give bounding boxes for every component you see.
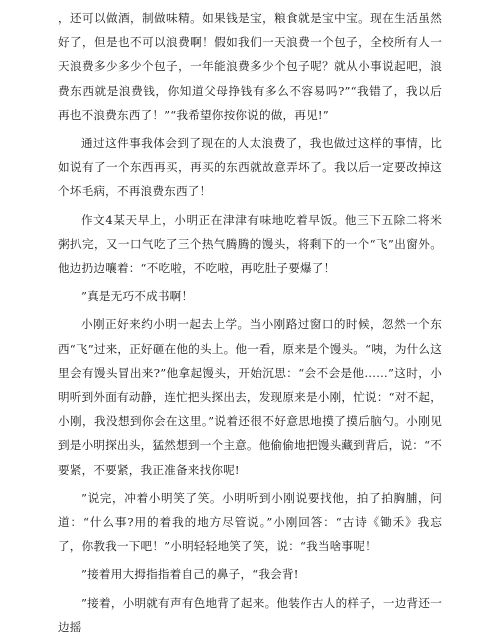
paragraph-6: ”说完，冲着小明笑了笑。小明听到小刚说要找他，拍了拍胸脯，问道：“什么事?用的着我的地方尽管说。”小刚回答：“古诗《锄禾》我忘了，你教我一下吧！”小明轻轻地笑了笑，说：“我当啥事呢！ bbox=[58, 490, 442, 554]
paragraph-1: ，还可以做酒，制做味精。如果钱是宝，粮食就是宝中宝。现在生活虽然好了，但是也不可以浪费啊！假如我们一天浪费一个包子，全校所有人一天浪费多少多少个包子，一年能浪费多少个包子呢？就从小事说起吧，浪费东西就是浪费钱，你知道父母挣钱有多么不容易吗?”“我错了，我以后再也不浪费东西了！”“我希望你按你说的做，再见!” bbox=[58, 11, 442, 122]
paragraph-8: ”接着，小明就有声有色地背了起来。他装作古人的样子，一边背还一边摇 bbox=[58, 595, 442, 634]
paragraph-5: 小刚正好来约小明一起去上学。当小刚路过窗口的时候，忽然一个东西“飞”过来，正好砸在他的头上。他一看，原来是个馒头。“咦，为什么这里会有馒头冒出来?”他拿起馒头，开始沉思：“会不会是他……”这时，小明听到外面有动静，连忙把头探出去，发现原来是小刚，忙说：“对不起，小刚，我没想到你会在这里。”说着还很不好意思地摸了摸后脑勺。小刚见到是小明探出头，猛然想到一个主意。他偷偷地把馒头藏到背后，说：“不要紧，不要紧，我正准备来找你呢! bbox=[58, 317, 442, 477]
paragraph-4: ”真是无巧不成书啊！ bbox=[81, 289, 194, 304]
paragraph-3: 作文4某天早上，小明正在津津有味地吃着早饭。他三下五除二将米粥扒完，又一口气吃了三个热气腾腾的馒头，将剩下的一个“飞”出窗外。他边扔边嚷着：“不吃啦，不吃啦，再吃肚子要爆了！ bbox=[58, 212, 442, 276]
paragraph-2: 通过这件事我体会到了现在的人太浪费了，我也做过这样的事情，比如说有了一个东西再买，再买的东西就故意弄坏了。我以后一定要改掉这个坏毛病，不再浪费东西了！ bbox=[58, 136, 442, 199]
paragraph-7: ”接着用大拇指指着自己的鼻子，“我会背! bbox=[81, 567, 299, 582]
